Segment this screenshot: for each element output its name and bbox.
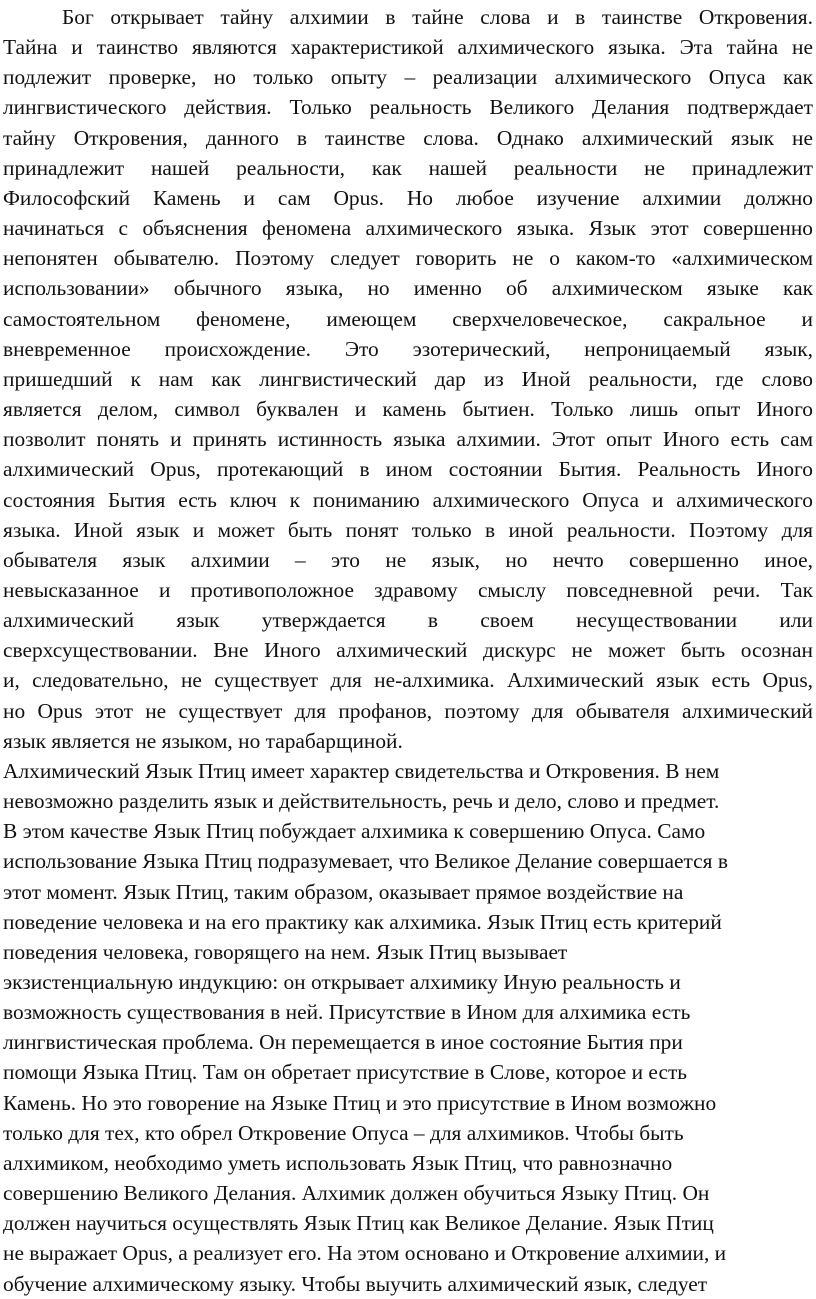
text-line: Бог открывает тайну алхимии в тайне слова и в таинстве Откровения.: [62, 5, 813, 29]
text-line: невысказанное и противоположное здравому смыслу повседневной речи. Так: [3, 577, 813, 602]
text-line: невозможно разделить язык и действительность, речь и дело, слово и предмет.: [3, 789, 720, 814]
text-line: вневременное происхождение. Это эзотерический, непроницаемый язык,: [3, 336, 813, 361]
text-line: подлежит проверке, но только опыту – реализации алхимического Опуса как: [3, 65, 813, 90]
text-line: не выражает Opus, а реализует его. На этом основано и Откровение алхимии, и: [3, 1241, 727, 1266]
text-line: обывателя язык алхимии – это не язык, но нечто совершенно иное,: [3, 547, 813, 572]
text-line: самостоятельном феномене, имеющем сверхчеловеческое, сакральное и: [3, 306, 813, 331]
text-line: обучение алхимическому языку. Чтобы выучить алхимический язык, следует: [3, 1271, 708, 1296]
text-line: алхимический язык утверждается в своем несуществовании или: [3, 608, 813, 633]
text-line: тайну Откровения, данного в таинстве слова. Однако алхимический язык не: [3, 125, 813, 150]
text-line: только для тех, кто обрел Откровение Опуса – для алхимиков. Чтобы быть: [3, 1120, 684, 1145]
text-line: совершению Великого Делания. Алхимик должен обучиться Языку Птиц. Он: [3, 1181, 710, 1206]
text-line: Тайна и таинство являются характеристикой алхимического языка. Эта тайна не: [3, 35, 813, 60]
text-line: сверхсуществовании. Вне Иного алхимический дискурс не может быть осознан: [3, 638, 813, 663]
text-line: поведение человека и на его практику как алхимика. Язык Птиц есть критерий: [3, 909, 722, 934]
text-line: использование Языка Птиц подразумевает, что Великое Делание совершается в: [3, 849, 728, 874]
text-line: использовании» обычного языка, но именно об алхимическом языке как: [3, 276, 813, 301]
text-line: язык является не языком, но тарабарщиной.: [3, 728, 403, 753]
text-line: поведения человека, говорящего на нем. Язык Птиц вызывает: [3, 939, 568, 964]
text-line: помощи Языка Птиц. Там он обретает присутствие в Слове, которое и есть: [3, 1060, 688, 1085]
text-line: позволит понять и принять истинность языка алхимии. Этот опыт Иного есть сам: [3, 427, 813, 452]
text-line: лингвистического действия. Только реальность Великого Делания подтверждает: [3, 95, 813, 120]
text-line: В этом качестве Язык Птиц побуждает алхимика к совершению Опуса. Само: [3, 819, 706, 844]
text-line: и, следовательно, не существует для не-алхимика. Алхимический язык есть Opus,: [3, 668, 813, 693]
text-line: состояния Бытия есть ключ к пониманию алхимического Опуса и алхимического: [3, 487, 813, 512]
text-line: Камень. Но это говорение на Языке Птиц и это присутствие в Ином возможно: [3, 1090, 717, 1115]
text-line: алхимиком, необходимо уметь использовать Язык Птиц, что равнозначно: [3, 1150, 673, 1175]
text-line: должен научиться осуществлять Язык Птиц как Великое Делание. Язык Птиц: [3, 1211, 714, 1236]
text-line: лингвистическая проблема. Он перемещается в иное состояние Бытия при: [3, 1030, 683, 1055]
text-line: Философский Камень и сам Opus. Но любое изучение алхимии должно: [3, 185, 813, 210]
text-line: начинаться с объяснения феномена алхимического языка. Язык этот совершенно: [3, 216, 813, 241]
text-line: непонятен обывателю. Поэтому следует говорить не о каком-то «алхимическом: [3, 246, 813, 271]
paragraph-language-of-birds: [3, 756, 813, 1299]
paragraph-alchemical-language: [3, 2, 813, 756]
text-line: Алхимический Язык Птиц имеет характер свидетельства и Откровения. В нем: [3, 758, 720, 783]
text-line: возможность существования в ней. Присутствие в Ином для алхимика есть: [3, 1000, 691, 1025]
text-line: алхимический Opus, протекающий в ином состоянии Бытия. Реальность Иного: [3, 457, 813, 482]
text-line: принадлежит нашей реальности, как нашей реальности не принадлежит: [3, 155, 813, 180]
text-line: пришедший к нам как лингвистический дар из Иной реальности, где слово: [3, 366, 813, 391]
text-line: является делом, символ буквален и камень бытиен. Только лишь опыт Иного: [3, 397, 813, 422]
text-line: этот момент. Язык Птиц, таким образом, оказывает прямое воздействие на: [3, 879, 684, 904]
text-line: но Opus этот не существует для профанов, поэтому для обывателя алхимический: [3, 698, 813, 723]
text-line: языка. Иной язык и может быть понят только в иной реальности. Поэтому для: [3, 517, 813, 542]
text-line: экзистенциальную индукцию: он открывает алхимику Иную реальность и: [3, 970, 681, 994]
